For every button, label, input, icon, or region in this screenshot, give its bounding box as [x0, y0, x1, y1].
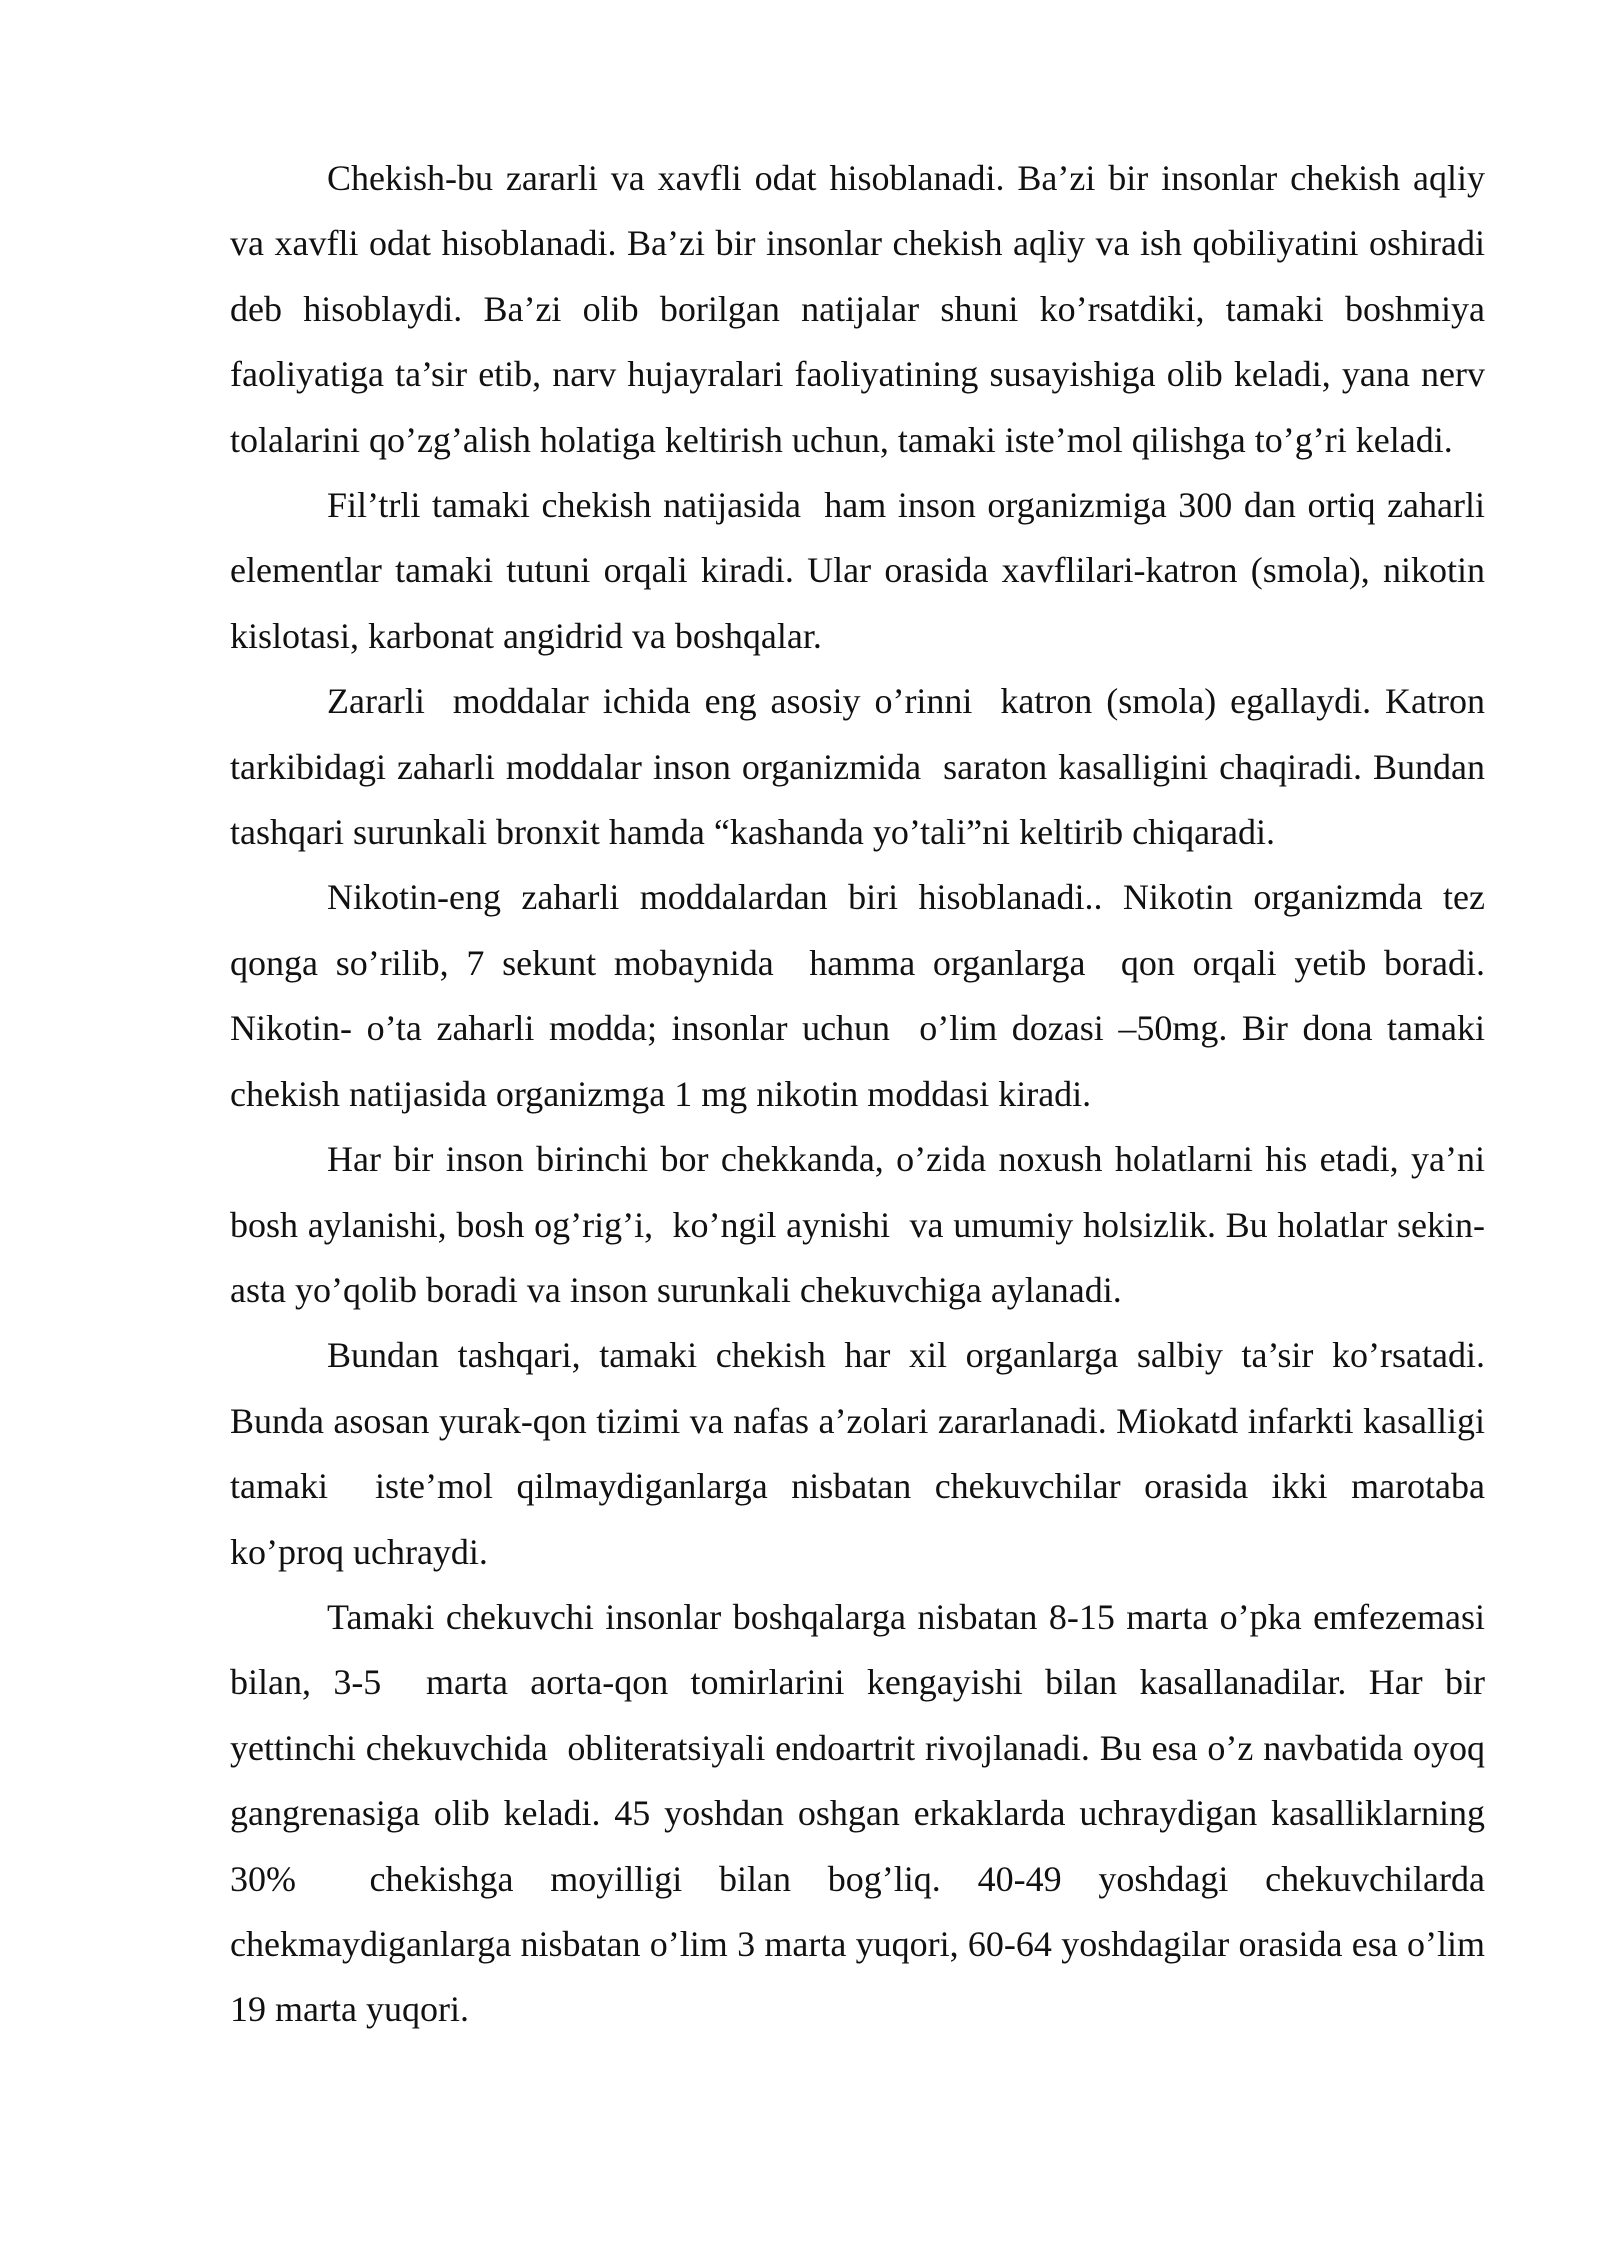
document-body — [230, 146, 1503, 2043]
paragraph-filter-cigarettes: Fil’trli tamaki chekish natijasida ham inson organizmiga 300 dan ortiq zaharli elementlar tamaki tutuni orqali kiradi. Ular orasida xavflilari-katron (smola), nikotin kislotasi, karbonat angidrid va boshqalar. — [230, 485, 1494, 656]
paragraph-first-smoke: Har bir inson birinchi bor chekkanda, o’zida noxush holatlarni his etadi, ya’ni bosh aylanishi, bosh og’rig’i, ko’ngil aynishi va umumiy holsizlik. Bu holatlar sekin-asta yo’qolib boradi va inson surunkali chekuvchiga aylanadi. — [230, 1139, 1494, 1310]
paragraph-tar: Zararli moddalar ichida eng asosiy o’rinni katron (smola) egallaydi. Katron tarkibidagi zaharli moddalar inson organizmida saraton kasalligini chaqiradi. Bundan tashqari surunkali bronxit hamda “kashanda yo’tali”ni keltirib chiqaradi. — [230, 681, 1494, 853]
paragraph-organ-effects: Bundan tashqari, tamaki chekish har xil organlarga salbiy ta’sir ko’rsatadi. Bunda asosan yurak-qon tizimi va nafas a’zolari zararlanadi. Miokatd infarkti kasalligi tamaki iste’mol qilmaydiganlarga nisbatan chekuvchilar orasida ikki marotaba ko’proq uchraydi. — [230, 1335, 1494, 1572]
paragraph-disease-statistics: Tamaki chekuvchi insonlar boshqalarga nisbatan 8-15 marta o’pka emfezemasi bilan, 3-5 marta aorta-qon tomirlarini kengayishi bilan kasallanadilar. Har bir yettinchi chekuvchida obliteratsiyali endoartrit rivojlanadi. Bu esa o’z navbatida oyoq gangrenasiga olib keladi. 45 yoshdan oshgan erkaklarda uchraydigan kasalliklarning 30% chekishga moyilligi bilan bog’liq. 40-49 yoshdagi chekuvchilarda chekmaydiganlarga nisbatan o’lim 3 marta yuqori, 60-64 yoshdagilar orasida esa o’lim 19 marta yuqori. — [230, 1596, 1503, 2030]
paragraph-nicotine: Nikotin-eng zaharli moddalardan biri hisoblanadi.. Nikotin organizmda tez qonga so’rilib, 7 sekunt mobaynida hamma organlarga qon orqali yetib boradi. Nikotin- o’ta zaharli modda; insonlar uchun o’lim dozasi –50mg. Bir dona tamaki chekish natijasida organizmga 1 mg nikotin moddasi kiradi. — [230, 877, 1494, 1114]
paragraph-smoking-harm: Chekish-bu zararli va xavfli odat hisoblanadi. Ba’zi bir insonlar chekish aqliy va xavfli odat hisoblanadi. Ba’zi bir insonlar chekish aqliy va ish qobiliyatini oshiradi deb hisoblaydi. Ba’zi olib borilgan natijalar shuni ko’rsatdiki, tamaki boshmiya faoliyatiga ta’sir etib, narv hujayralari faoliyatining susayishiga olib keladi, yana nerv tolalarini qo’zg’alish holatiga keltirish uchun, tamaki iste’mol qilishga to’g’ri keladi. — [230, 158, 1494, 460]
